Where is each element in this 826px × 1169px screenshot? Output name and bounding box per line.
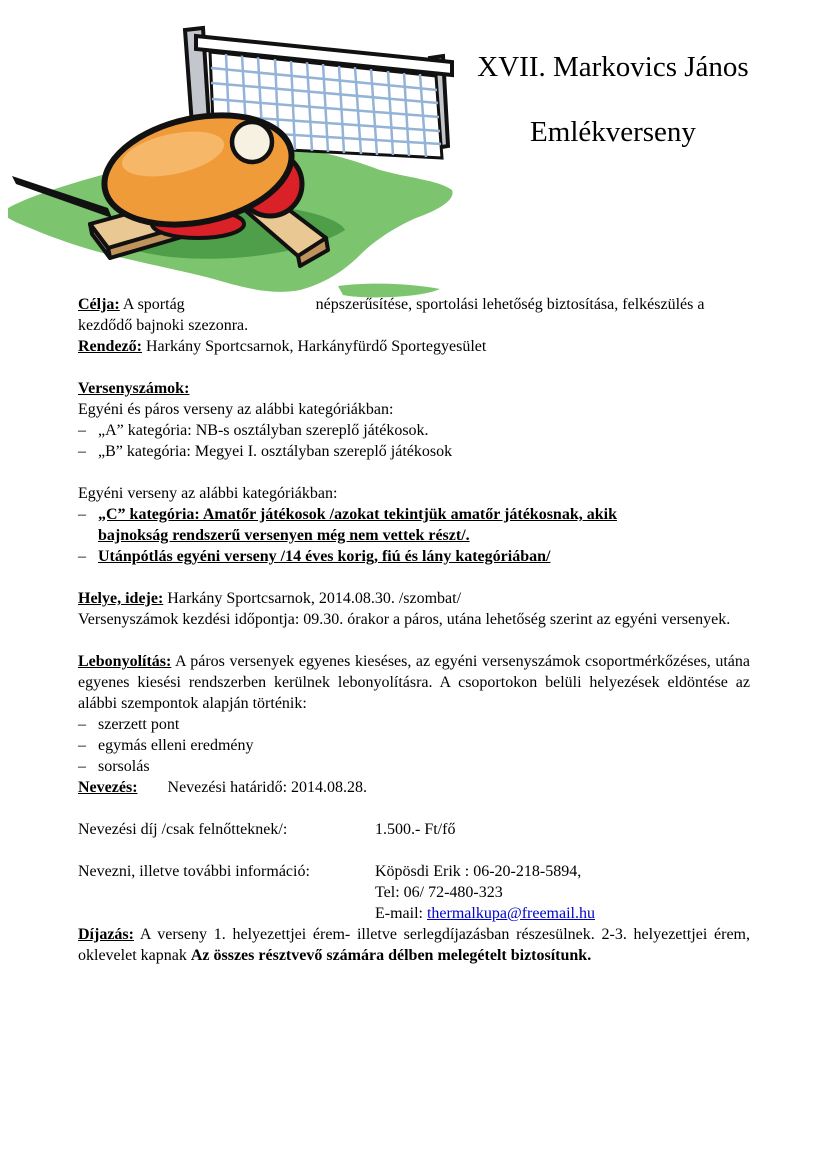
paragraph-helye [78,588,750,609]
section-versenyszamok [78,378,750,462]
lebonyolitas-text: A páros versenyek egyenes kieséses, az egyéni versenyszámok csoportmérkőzéses, utána egyenes kiesési rendszerben kerülnek lebonyolításra. A csoportokon belüli helyezések eldöntése az alábbi szempontok alapján történik: [78,653,750,712]
celja-text-before-gap: A sportág [122,296,185,313]
list-item [78,714,750,735]
nevezesi-dij-value: 1.500.- Ft/fő [375,821,456,838]
helye-text: Harkány Sportcsarnok, 2014.08.30. /szombat/ [167,590,462,607]
bullet-dash: – [78,422,86,439]
dijazas-text: A verseny 1. helyezettjei érem- illetve serlegdíjazásban részesülnek. 2-3. helyezettjei érem, oklevelet kapnak [78,926,750,964]
section-lebonyolitas [78,651,750,777]
row-nevezesi-dij [78,819,750,840]
row-info [78,861,750,924]
document-body [78,294,750,966]
info-label: Nevezni, illetve további információ: [78,863,310,880]
paragraph-nevezes [78,777,750,798]
bullet-text-pont: szerzett pont [98,716,180,733]
list-item [78,546,750,567]
paragraph-celja [78,294,750,336]
list-item [78,420,750,441]
table-tennis-clipart-svg [8,16,463,306]
bullet-dash: – [78,758,86,775]
section-label-celja: Célja: [78,296,120,313]
celja-text-after-gap: népszerűsítése, sportolási lehetőség biztosítása, felkészülés a [315,296,705,313]
bullet-text-c-line1: „C” kategória: Amatőr játékosok /azokat tekintjük amatőr játékosnak, akik [98,506,617,523]
email-label: E-mail: [375,905,423,922]
list-item [78,441,750,462]
bullet-text-c-line2: bajnokság rendszerű versenyen még nem vettek részt/. [98,527,470,544]
section-label-dijazas: Díjazás: [78,926,134,943]
versenyszamok-intro: Egyéni és páros verseny az alábbi kategóriákban: [78,401,394,418]
nevezesi-dij-label: Nevezési díj /csak felnőtteknek/: [78,821,288,838]
contact-name-phone: Köpösdi Erik : 06-20-218-5894, [375,863,582,880]
paragraph-dijazas [78,924,750,966]
section-label-versenyszamok: Versenyszámok: [78,380,190,397]
rendezo-text: Harkány Sportcsarnok, Harkányfürdő Sportegyesület [145,338,487,355]
section-label-nevezes: Nevezés: [78,779,138,796]
bullet-text-a: „A” kategória: NB-s osztályban szereplő játékosok. [98,422,429,439]
list-item [78,756,750,777]
title-line-2: Emlékverseny [530,116,696,148]
bullet-text-sorsolas: sorsolás [98,758,150,775]
celja-text-line2: kezdődő bajnoki szezonra. [78,317,249,334]
contact-tel: Tel: 06/ 72-480-323 [375,884,503,901]
bullet-dash: – [78,548,86,565]
section-label-helye: Helye, ideje: [78,590,164,607]
list-item [78,735,750,756]
email-link[interactable]: thermalkupa@freemail.hu [426,905,595,922]
bullet-dash: – [78,443,86,460]
table-tennis-clipart [8,16,463,306]
bullet-dash: – [78,506,86,523]
paragraph-lebonyolitas [78,651,750,714]
bullet-dash: – [78,737,86,754]
bullet-text-c [98,504,617,546]
ball [232,122,272,162]
egyeni-intro: Egyéni verseny az alábbi kategóriákban: [78,485,338,502]
section-label-lebonyolitas: Lebonyolítás: [78,653,172,670]
bullet-text-eredmeny: egymás elleni eredmény [98,737,254,754]
bullet-text-b: „B” kategória: Megyei I. osztályban szereplő játékosok [98,443,453,460]
section-helye [78,588,750,630]
section-egyeni [78,483,750,567]
nevezes-text: Nevezési határidő: 2014.08.28. [167,779,368,796]
title-line-1: XVII. Markovics János [477,51,749,83]
bullet-dash: – [78,716,86,733]
list-item [78,504,750,546]
info-contact-block [375,861,595,924]
bullet-text-utanpotlas: Utánpótlás egyéni verseny /14 éves korig, fiú és lány kategóriában/ [98,548,551,565]
dijazas-text-bold: Az összes résztvevő számára délben melegételt biztosítunk. [190,947,592,964]
section-label-rendezo: Rendező: [78,338,142,355]
paragraph-rendezo [78,336,750,357]
document-title [445,50,781,149]
helye-line2: Versenyszámok kezdési időpontja: 09.30. órakor a páros, utána lehetőség szerint az egyéni versenyek. [78,611,731,628]
